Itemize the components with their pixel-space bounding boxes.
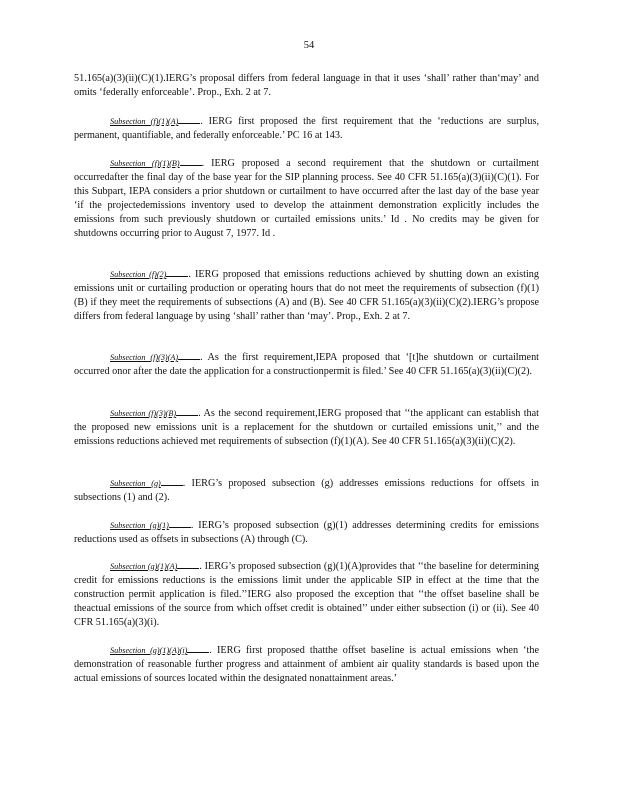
section-heading: Subsection (f)(3)(A) [110,353,179,362]
paragraph-text: . IERG proposed a second requirement that the shutdown or curtailment occurredafter the final day of the base year for the SIP planning process. See 40 CFR 51.165(a)(3)(ii)(C)(1). For this Subpart, IEPA considers a prior shutdown or curtailment to have occurred after the last day of the base year ‘if the projectedemissions inventory used to develop the attainment demonstration explicitly includes the emissions from such previously shutdown or curtailed emissions units.’ Id . No credits may be given for shutdowns occurring prior to August 7, 1977. Id . [74,158,539,239]
paragraph-g1a [74,560,539,630]
paragraph-text: . As the second requirement,IERG proposed that ‘‘the applicant can establish that the proposed new emissions unit is a replacement for the shutdown or curtailed emissions unit,’’ and the emissions reductions achieved met requirements of subsection (f)(1)(A). See 40 CFR 51.165(a)(3)(ii)(C)(2). [74,408,539,447]
paragraph-f1a [74,115,539,143]
paragraph-text: 51.165(a)(3)(ii)(C)(1).IERG’s proposal differs from federal language in that it uses ‘shall’ rather than‘may’ and omits ‘federally enforceable’. Prop., Exh. 2 at 7. [74,73,539,98]
section-heading: Subsection (g)(1) [110,521,169,530]
section-heading: Subsection (f)(1)(A) [110,117,179,126]
paragraph-intro [74,72,539,100]
paragraph-text: . IERG first proposed the first requirement that the ‘reductions are surplus, permanent, quantifiable, and federally enforceable.’ PC 16 at 143. [74,116,539,141]
paragraph-text: . IERG’s proposed subsection (g)(1)(A)provides that ‘‘the baseline for determining credit for emissions reductions is the emissions limit under the applicable SIP in effect at the time that the construction permit application is filed.’’IERG also proposed the exception that ‘‘the offset baseline shall be theactual emissions of the source from which offset credit is obtained’’ under either subsection (i) or (ii). See 40 CFR 51.165(a)(3)(i). [74,561,539,628]
section-heading: Subsection (f)(2) [110,270,167,279]
paragraph-f2 [74,268,539,324]
section-heading: Subsection (f)(1)(B) [110,159,180,168]
paragraph-text: . IERG’s proposed subsection (g) addresses emissions reductions for offsets in subsections (1) and (2). [74,478,539,503]
section-heading: Subsection (g) [110,479,161,488]
paragraph-text: . As the first requirement,IEPA proposed that ‘[t]he shutdown or curtailment occurred onor after the date the application for a constructionpermit is filed.’ See 40 CFR 51.165(a)(3)(ii)(C)(2). [74,352,539,377]
paragraph-text: . IERG proposed that emissions reductions achieved by shutting down an existing emissions unit or curtailing production or operating hours that do not meet the requirements of subsection (f)(1)(B) if they meet the requirements of subsections (A) and (B). See 40 CFR 51.165(a)(3)(ii)(C)(2).IERG’s propose differs from federal language by using ‘shall’ rather than ‘may’. Prop., Exh. 2 at 7. [74,269,539,322]
section-heading: Subsection (f)(3)(B) [110,409,177,418]
paragraph-g1 [74,519,539,547]
paragraph-f3a [74,351,539,379]
paragraph-f3b [74,407,539,449]
section-heading: Subsection (g)(1)(A) [110,562,178,571]
paragraph-g [74,477,539,505]
page-number: 54 [303,40,315,51]
paragraph-f1b [74,157,539,240]
paragraph-g1ai [74,644,539,686]
section-heading: Subsection (g)(1)(A)(i) [110,646,188,655]
paragraph-text: . IERG first proposed thatthe offset baseline is actual emissions when ‘the demonstration of reasonable further progress and attainment of ambient air quality standards is based upon the actual emissions of sources located within the designated nonattainment areas.’ [74,645,539,684]
paragraph-text: . IERG’s proposed subsection (g)(1) addresses determining credits for emissions reductions used as offsets in subsections (A) through (C). [74,520,539,545]
